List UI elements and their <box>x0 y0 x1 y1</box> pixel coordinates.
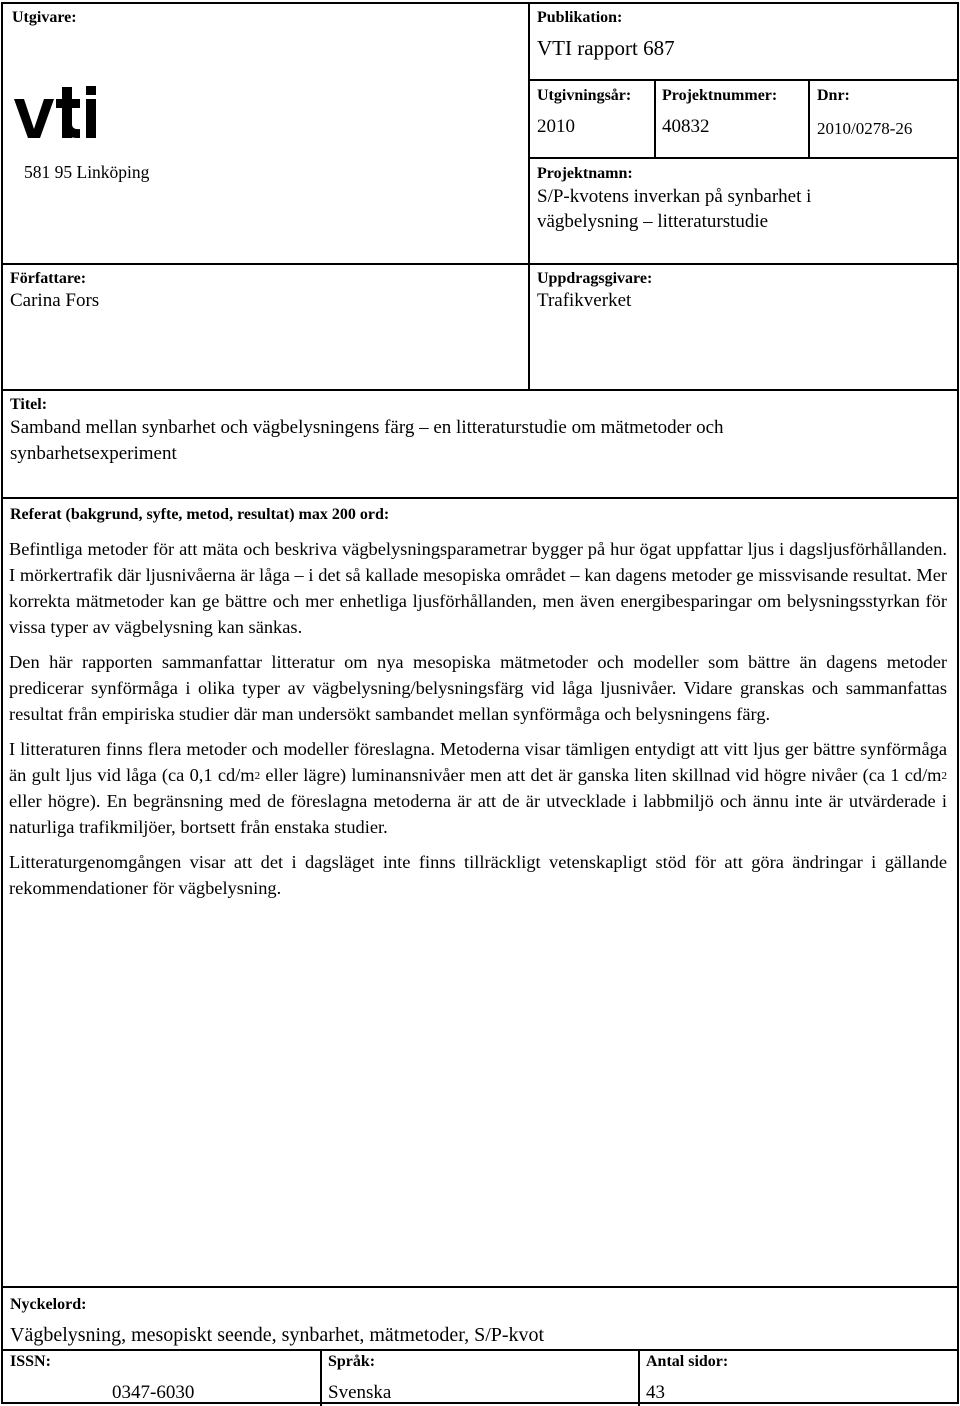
vertical-divider-top <box>528 2 530 391</box>
horizontal-divider-issn <box>1 1349 959 1351</box>
vti-logo <box>12 82 102 147</box>
abstract-paragraph-3-part-b: eller lägre) luminansnivåer men att det är ganska liten skillnad vid högre nivåer (ca 1 cd/m <box>260 765 942 785</box>
superscript-squared: 2 <box>254 770 261 782</box>
abstract-paragraph-1: Befintliga metoder för att mäta och beskriva vägbelysningsparametrar bygger på hur ögat uppfattar ljus i dagsljusförhållanden. I mörkertrafik där ljusnivåerna är låga – i det så kallade mesopiska området – kan dagens metoder ge missvisande resultat. Mer korrekta mätmetoder kan ge bättre och mer enhetliga ljusförhållanden, men även energibesparingar om belysningsstyrkan för vissa typer av vägbelysning kan sänkas. <box>9 539 947 637</box>
issn-label: ISSN: <box>10 1353 51 1370</box>
client-value: Trafikverket <box>537 290 632 311</box>
abstract-paragraph-2: Den här rapporten sammanfattar litteratur om nya mesopiska mätmetoder och modeller som bättre än dagens metoder predicerar synförmåga i olika typer av vägbelysning/belysningsfärg vid låga ljusnivåer. Vidare granskas och sammanfattas resultat från empiriska studier där man undersökt sambandet mellan synförmåga och belysningens färg. <box>9 652 947 724</box>
project-name-line-1: S/P-kvotens inverkan på synbarhet i <box>537 186 812 207</box>
horizontal-divider-author <box>1 263 959 265</box>
project-name-label: Projektnamn: <box>537 165 633 182</box>
vertical-divider-language <box>320 1349 322 1406</box>
keywords-label: Nyckelord: <box>10 1296 87 1313</box>
abstract-paragraph-4: Litteraturgenomgången visar att det i dagsläget inte finns tillräckligt vetenskapligt stöd för att göra ändringar i gällande rekommendationer för vägbelysning. <box>9 852 947 898</box>
title-label: Titel: <box>10 396 48 413</box>
abstract-paragraph-3-part-c: eller högre). En begränsning med de föreslagna metoderna är att de är utvecklade i labbmiljö och ännu inte är utvärderade i naturliga trafikmiljöer, bortsett från enstaka studier. <box>9 791 947 837</box>
superscript-squared: 2 <box>941 770 947 782</box>
title-line-2: synbarhetsexperiment <box>10 443 177 464</box>
horizontal-divider-project-row <box>528 157 959 159</box>
abstract-paragraph-3 <box>9 736 947 840</box>
vti-logo-mark <box>12 82 102 142</box>
horizontal-divider-abstract <box>1 497 959 499</box>
horizontal-divider-title <box>1 389 959 391</box>
publisher-address: 581 95 Linköping <box>24 162 150 182</box>
title-line-1: Samband mellan synbarhet och vägbelysningens färg – en litteraturstudie om mätmetoder och <box>10 417 724 438</box>
issn-value: 0347-6030 <box>112 1382 195 1403</box>
keywords-value: Vägbelysning, mesopiskt seende, synbarhet, mätmetoder, S/P-kvot <box>10 1324 545 1346</box>
pages-label: Antal sidor: <box>646 1353 729 1370</box>
abstract-label: Referat (bakgrund, syfte, metod, resultat) max 200 ord: <box>10 506 390 523</box>
publisher-label: Utgivare: <box>12 9 77 26</box>
language-value: Svenska <box>328 1382 392 1403</box>
vertical-divider-pages <box>638 1349 640 1406</box>
vertical-divider-dnr <box>808 79 810 159</box>
author-value: Carina Fors <box>10 290 100 311</box>
author-label: Författare: <box>10 270 87 287</box>
year-value: 2010 <box>537 116 575 137</box>
vertical-divider-year <box>654 79 656 159</box>
abstract-paragraph-3-part-a: I litteraturen finns flera metoder och modeller föreslagna. Metoderna visar tämligen entydigt att vitt ljus ger bättre synförmåga än gult ljus vid låga (ca 0,1 cd/m <box>9 739 947 785</box>
project-name-line-2: vägbelysning – litteraturstudie <box>537 211 769 232</box>
abstract-body <box>9 536 947 910</box>
horizontal-divider-publication <box>528 79 959 81</box>
year-label: Utgivningsår: <box>537 87 632 104</box>
project-number-value: 40832 <box>662 116 710 137</box>
pages-value: 43 <box>646 1382 665 1403</box>
project-number-label: Projektnummer: <box>662 87 778 104</box>
publication-label: Publikation: <box>537 9 623 26</box>
dnr-value: 2010/0278-26 <box>817 119 913 138</box>
dnr-label: Dnr: <box>817 87 850 104</box>
publication-value: VTI rapport 687 <box>537 36 675 60</box>
language-label: Språk: <box>328 1353 376 1370</box>
client-label: Uppdragsgivare: <box>537 270 653 287</box>
horizontal-divider-keywords <box>1 1286 959 1288</box>
